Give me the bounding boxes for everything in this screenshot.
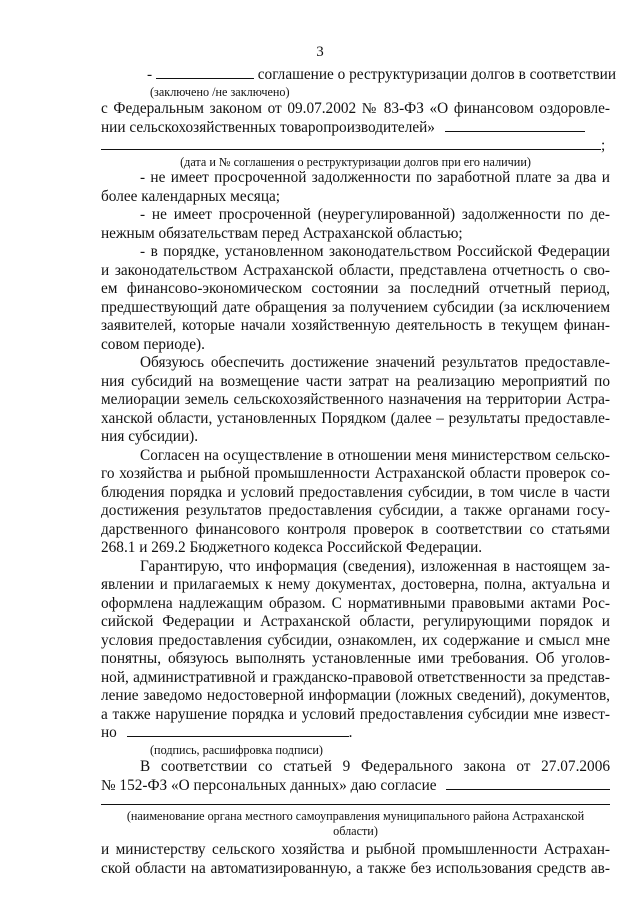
p7-l2 — [101, 776, 610, 795]
signature-prefix: но — [101, 724, 117, 741]
p6-l9: а также нарушение порядка и условий предоставления субсидии мне извест- — [101, 706, 610, 723]
hint-authority-1: (наименование органа местного самоуправления муниципального района Астраханской — [126, 809, 585, 823]
p6-l2: явлении и прилагаемых к нему документах, достоверна, полна, актуальна и — [101, 576, 610, 593]
p4-l2: ния субсидий на возмещение части затрат на реализацию мероприятий по — [101, 373, 610, 390]
agreement-number-blank — [101, 136, 601, 150]
p6-l7: ной, административной и гражданско-правовой ответственности за представ- — [101, 669, 610, 686]
p3-l2: и законодательством Астраханской области, представлена отчетность о сво- — [101, 262, 610, 279]
signature-blank — [127, 723, 349, 737]
p4-l3: мелиорации земель сельскохозяйственного назначения на территории Астра- — [101, 391, 610, 408]
p8-l2: ской области на автоматизированную, а также без использования средств ав- — [101, 860, 610, 877]
p5-l6: 268.1 и 269.2 Бюджетного кодекса Российской Федерации. — [101, 539, 483, 556]
hint-concluded: (заключено /не заключено) — [150, 85, 290, 99]
p3-l4: предшествующий дате обращения за получением субсидии (за исключением — [101, 299, 610, 316]
hint-authority-2: области) — [333, 824, 378, 838]
agreement-date-blank — [445, 118, 585, 132]
p2-l2: нежным обязательствам перед Астраханской областью; — [101, 225, 463, 242]
p7-l2-text: № 152-ФЗ «О персональных данных» даю согласие — [101, 777, 437, 794]
p5-l3: блюдения порядка и условий предоставления субсидии, в том числе в части — [101, 484, 610, 501]
hint-signature: (подпись, расшифровка подписи) — [150, 743, 323, 757]
page-number: 3 — [316, 44, 324, 60]
p5-l5: дарственного финансового контроля проверок в соответствии со статьями — [101, 521, 610, 538]
p7-l1: В соответствии со статьей 9 Федерального закона от 27.07.2006 — [140, 758, 610, 775]
p8-l1: и министерству сельского хозяйства и рыбной промышленности Астрахан- — [101, 841, 610, 858]
law-line-2 — [101, 118, 610, 137]
authority-name-rule — [101, 804, 610, 805]
p5-l1: Согласен на осуществление в отношении меня министерством сельско- — [140, 447, 610, 464]
p3-l5: заявителей, которые начали хозяйственную деятельность в текущем финан- — [101, 317, 610, 334]
p4-l1: Обязуюсь обеспечить достижение значений результатов предоставле- — [140, 354, 610, 371]
p1-l1: - не имеет просроченной задолженности по заработной плате за два и — [140, 169, 610, 186]
p4-l4: ханской области, установленных Порядком (далее – результаты предоставле- — [101, 410, 610, 427]
law-line-1: с Федеральным законом от 09.07.2002 № 83-ФЗ «О финансовом оздоровле- — [101, 100, 610, 117]
p5-l2: го хозяйства и рыбной промышленности Астраханской области проверок со- — [101, 465, 610, 482]
p6-l6: понятны, обязуюсь выполнять установленные ими требования. Об уголов- — [101, 650, 610, 667]
hint-agreement-date: (дата и № соглашения о реструктуризации долгов при его наличии) — [180, 155, 531, 169]
agreement-status-blank — [156, 65, 254, 79]
agreement-text: соглашение о реструктуризации долгов в соответствии — [257, 66, 617, 83]
p6-l1: Гарантирую, что информация (сведения), изложенная в настоящем за- — [140, 558, 610, 575]
signature-line: но . — [101, 724, 353, 741]
p4-l5: ния субсидии). — [101, 428, 199, 445]
p6-l8: ление заведомо недостоверной информации (ложных сведений), документов, — [101, 687, 610, 704]
p6-l4: сийской Федерации и Астраханской области, регулирующими порядок и — [101, 613, 610, 630]
p6-l5: условия предоставления субсидии, ознакомлен, их содержание и смысл мне — [101, 632, 610, 649]
p6-l3: оформлена надлежащим образом. С нормативными правовыми актами Рос- — [101, 595, 610, 612]
law-line-2-text: нии сельскохозяйственных товаропроизводителей» — [101, 119, 435, 136]
dash: - — [147, 66, 156, 83]
consent-recipient-blank — [446, 776, 610, 790]
p3-l6: совом периоде). — [101, 336, 205, 353]
restructuring-agreement-line — [147, 65, 617, 84]
p2-l1: - не имеет просроченной (неурегулированной) задолженности по де- — [140, 206, 610, 223]
agreement-number-line: ; — [101, 136, 610, 155]
p1-l2: более календарных месяца; — [101, 188, 281, 205]
p3-l1: - в порядке, установленном законодательством Российской Федерации — [140, 243, 610, 260]
p3-l3: ем финансово-экономическом состоянии за последний отчетный период, — [101, 280, 610, 297]
p5-l4: достижения результатов предоставления субсидии, а также органами госу- — [101, 502, 610, 519]
